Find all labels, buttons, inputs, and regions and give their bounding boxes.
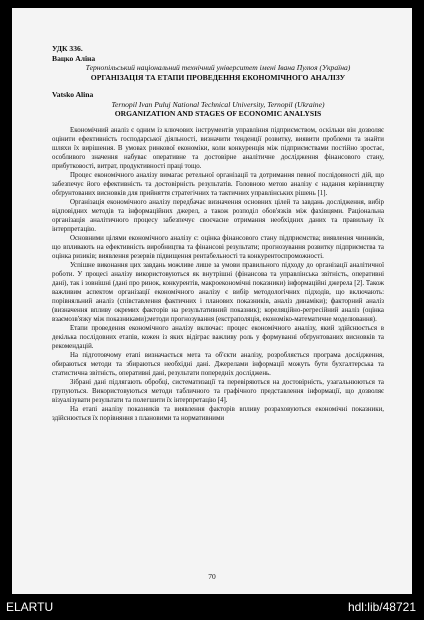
paragraph: Економічний аналіз є одним із ключових інструментів управління підприємством, оскільки він дозволяє оцінити ефективність господарської діяльності, визначити тенденції розвитку, виявити проблеми та знайти шляхи їх вирішення. В умовах ринкової економіки, коли конкуренція між підприємствами постійно зростає, особливого значення набуває оперативне та достовірне аналітичне дослідження фінансового стану, прибутковості, витрат, продуктивності праці тощо. — [52, 126, 384, 170]
page-number: 70 — [208, 572, 216, 581]
paragraph: Організація економічного аналізу передбачає визначення основних цілей та завдань дослідження, вибір відповідних методів та інформаційних джерел, а також розподіл обов'язків між фахівцями. Раціональна організація аналітичного процесу забезпечує своєчасне отримання необхідних даних та правильну їх інтерпретацію. — [52, 198, 384, 233]
repository-footer — [0, 594, 424, 620]
title-en: ORGANIZATION AND STAGES OF ECONOMIC ANALYSIS — [114, 109, 322, 119]
paragraph: Зібрані дані підлягають обробці, систематизації та перевіряються на достовірність, узагальнюються та групуються. Використовуються методи табличного та графічного представлення інформації, що дозволяє візуалізувати результати та полегшити їх інтерпретацію [4]. — [52, 378, 384, 404]
handle-link[interactable]: hdl:lib/48721 — [347, 600, 416, 614]
udk-code: УДК 336. — [52, 44, 83, 53]
title-ua: ОРГАНІЗАЦІЯ ТА ЕТАПИ ПРОВЕДЕННЯ ЕКОНОМІЧНОГО АНАЛІЗУ — [90, 73, 346, 83]
affiliation-en: Ternopil Ivan Puluj National Technical University, Ternopil (Ukraine) — [111, 99, 325, 109]
author-en: Vatsko Alina — [52, 89, 94, 99]
paragraph: Успішне виконання цих завдань можливе лише за умови правильного підходу до організації аналітичної роботи. У процесі аналізу використовуються як внутрішні (фінансова та управлінська звітність, оперативні дані), так і зовнішні (дані про ринок, конкурентів, макроекономічні показники) інформаційні джерела [2]. Також важливим аспектом організації економічного аналізу є вибір методологічних підходів, що включають: порівняльний аналіз (співставлення фактичних і планових показників, аналіз динаміки); факторний аналіз (визначення впливу окремих факторів на результативний показник); кореляційно-регресійний аналіз (оцінка взаємозв'язку між показниками);методи прогнозування (екстраполяція, економіко-математичне моделювання). — [52, 261, 384, 323]
affiliation-ua: Тернопільський національний технічний університет імені Івана Пулюя (Україна) — [85, 63, 351, 73]
author-ua: Вацко Аліна — [52, 53, 96, 63]
document-page — [12, 8, 412, 594]
repository-name: ELARTU — [6, 600, 54, 614]
paragraph: Етапи проведення економічного аналізу включає: процес економічного аналізу, який здійснюється в декілька послідовних етапів, кожен із яких відіграє важливу роль у формуванні обґрунтованих висновків та рекомендацій. — [52, 324, 384, 350]
paragraph: Процес економічного аналізу вимагає ретельної організації та дотримання певної послідовності дій, що забезпечує його ефективність та достовірність результатів. Головною метою аналізу є надання керівництву обґрунтованих висновків для прийняття стратегічних та тактичних управлінських рішень [1]. — [52, 171, 384, 197]
paragraph: На підготовчому етапі визначається мета та об'єкти аналізу, розробляється програма дослідження, обираються методи та збираються необхідні дані. Джерелами інформації можуть бути бухгалтерська та статистична звітність, оперативні дані, результати попередніх досліджень. — [52, 351, 384, 377]
paragraph: Основними цілями економічного аналізу є: оцінка фінансового стану підприємства; виявлення чинників, що впливають на ефективність виробництва та фінансові результати; прогнозування розвитку підприємства та оцінка ризиків; виявлення резервів підвищення рентабельності та конкурентоспроможності. — [52, 234, 384, 260]
paragraph: На етапі аналізу показників та виявлення факторів впливу розраховуються економічні показники, здійснюється їх порівняння з плановими та нормативними — [52, 405, 384, 422]
